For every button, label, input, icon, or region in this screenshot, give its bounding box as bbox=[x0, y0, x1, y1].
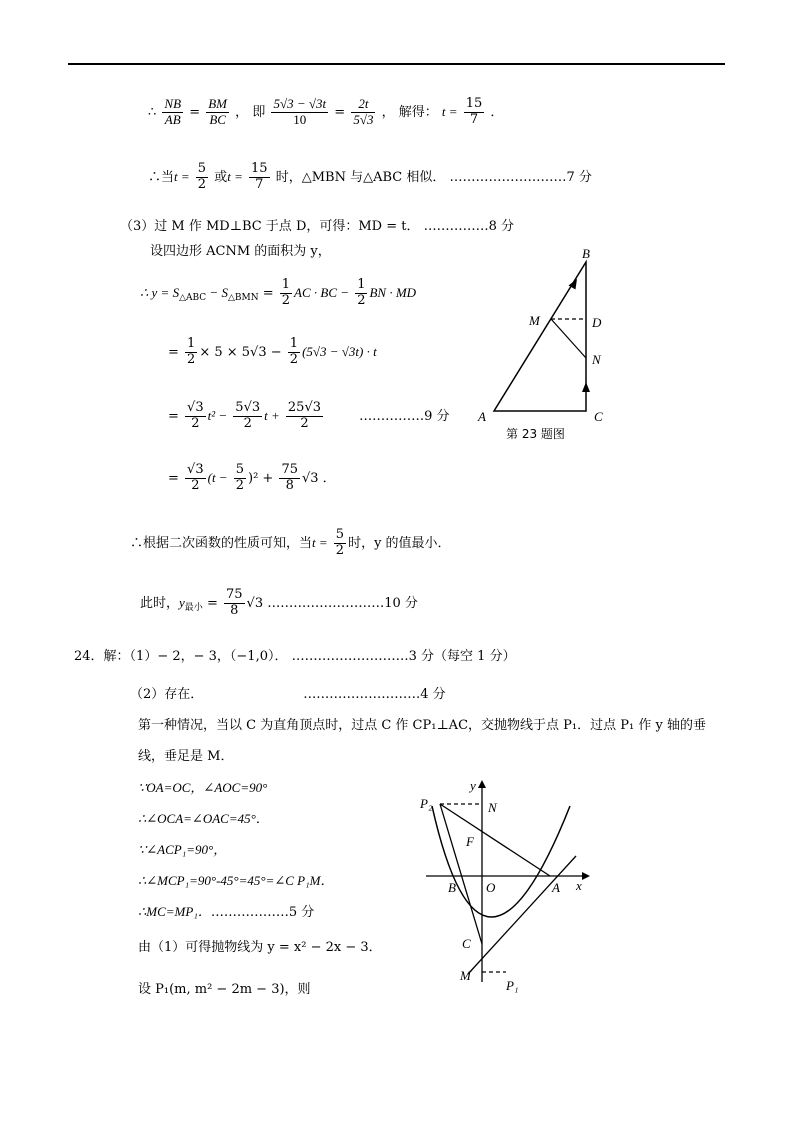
line-angles-45: ∴∠OCA=∠OAC=45°． bbox=[138, 811, 269, 826]
line-similar-result: ∴当t = $\frac{5}{2}$ 或t = $\frac{15}{7}$ 时，△MBN 与△ABC 相似． ………………………7 分 bbox=[148, 161, 592, 192]
figure-23-caption: 第 23 题图 bbox=[506, 427, 565, 441]
label-p2: P₂ bbox=[420, 796, 433, 811]
label-x: x bbox=[576, 878, 582, 893]
line-case1: 第一种情况，当以 C 为直角顶点时，过点 C 作 CP₁⊥AC，交抛物线于点 P₁．过点 P₁ 作 y 轴的垂 bbox=[138, 718, 706, 733]
label-p1: P₁ bbox=[506, 978, 519, 993]
line-min-value: 此时，$y_{最小}$ = $\frac{75}{8}$ √3 ………………………10 分 bbox=[140, 587, 418, 618]
line-mc-mp1: ∴MC=MP₁．………………5 分 bbox=[138, 904, 315, 920]
label-a: A bbox=[552, 880, 560, 895]
label-m: M bbox=[460, 968, 471, 983]
line-part3-intro: （3）过 M 作 MD⊥BC 于点 D，可得：MD = t． ……………8 分 bbox=[120, 219, 515, 234]
line-area-step1: = $\frac{1}{2}$ × 5 × 5√3 − $\frac{1}{2}$ (5√3 − √3t) · t bbox=[168, 336, 377, 367]
line-parabola: 由（1）可得抛物线为 y = x² − 2x − 3． bbox=[138, 940, 382, 955]
label-n: N bbox=[488, 800, 497, 815]
figure-23 bbox=[470, 240, 620, 450]
header-rule bbox=[68, 63, 725, 65]
line-q24-part1: 24．解：（1）− 2，− 3，（−1,0）． ………………………3 分（每空 1 分） bbox=[74, 649, 516, 664]
label-b: B bbox=[448, 880, 456, 895]
label-a: A bbox=[478, 409, 486, 424]
label-n: N bbox=[592, 352, 601, 367]
parabola bbox=[432, 806, 570, 917]
label-f: F bbox=[466, 834, 474, 849]
line-q24-part2: （2）存在． ………………………4 分 bbox=[130, 687, 446, 702]
line-area-step2: = $\frac{√3}{2}$ t² − $\frac{5√3}{2}$ t + $\frac{25√3}{2}$ ……………9 分 bbox=[168, 400, 450, 431]
label-b: B bbox=[582, 246, 590, 261]
line-angle-mcp1: ∴∠MCP₁=90°-45°=45°=∠C P₁M． bbox=[138, 873, 334, 888]
label-d: D bbox=[592, 315, 602, 330]
line-similarity-ratio: ∴ $\frac{NB}{AB}$ = $\frac{BM}{BC}$ ， 即 $\frac{5√3 - √3t}{10}$ = $\frac{2t}{5√3}$ ， 解得： t = $\frac{15}{7}$ ． bbox=[148, 96, 504, 127]
y-axis-arrow bbox=[478, 780, 486, 788]
label-m: M bbox=[529, 313, 540, 328]
arrow-c-to-n bbox=[582, 382, 590, 392]
label-o: O bbox=[486, 880, 496, 895]
label-y: y bbox=[470, 778, 476, 793]
line-case1-cont: 线，垂足是 M． bbox=[138, 749, 234, 764]
label-c: C bbox=[462, 936, 471, 951]
x-axis-arrow bbox=[582, 872, 590, 880]
line-area-formula: ∴ $y = S_{\triangle ABC} - S_{\triangle BMN}$ = $\frac{1}{2}$ AC · BC − $\frac{1}{2}$ BN · MD bbox=[140, 277, 417, 308]
label-c: C bbox=[594, 409, 603, 424]
figure-24 bbox=[410, 770, 600, 1000]
line-set-p1: 设 P₁(m, m² − 2m − 3)，则 bbox=[138, 982, 311, 997]
line-because-oa-oc: ∵OA=OC，∠AOC=90° bbox=[138, 780, 268, 795]
segment-mn bbox=[551, 319, 586, 358]
line-area-def: 设四边形 ACNM 的面积为 y， bbox=[150, 244, 331, 259]
line-area-step3: = $\frac{√3}{2}$ (t − $\frac{5}{2}$ )² + $\frac{75}{8}$ √3 ． bbox=[168, 462, 336, 493]
line-angle-acp1: ∵∠ACP₁=90°， bbox=[138, 842, 227, 857]
line-min-conclusion: ∴根据二次函数的性质可知，当t = $\frac{5}{2}$ 时，y 的值最小． bbox=[130, 527, 451, 558]
line-p2-c bbox=[440, 804, 482, 944]
